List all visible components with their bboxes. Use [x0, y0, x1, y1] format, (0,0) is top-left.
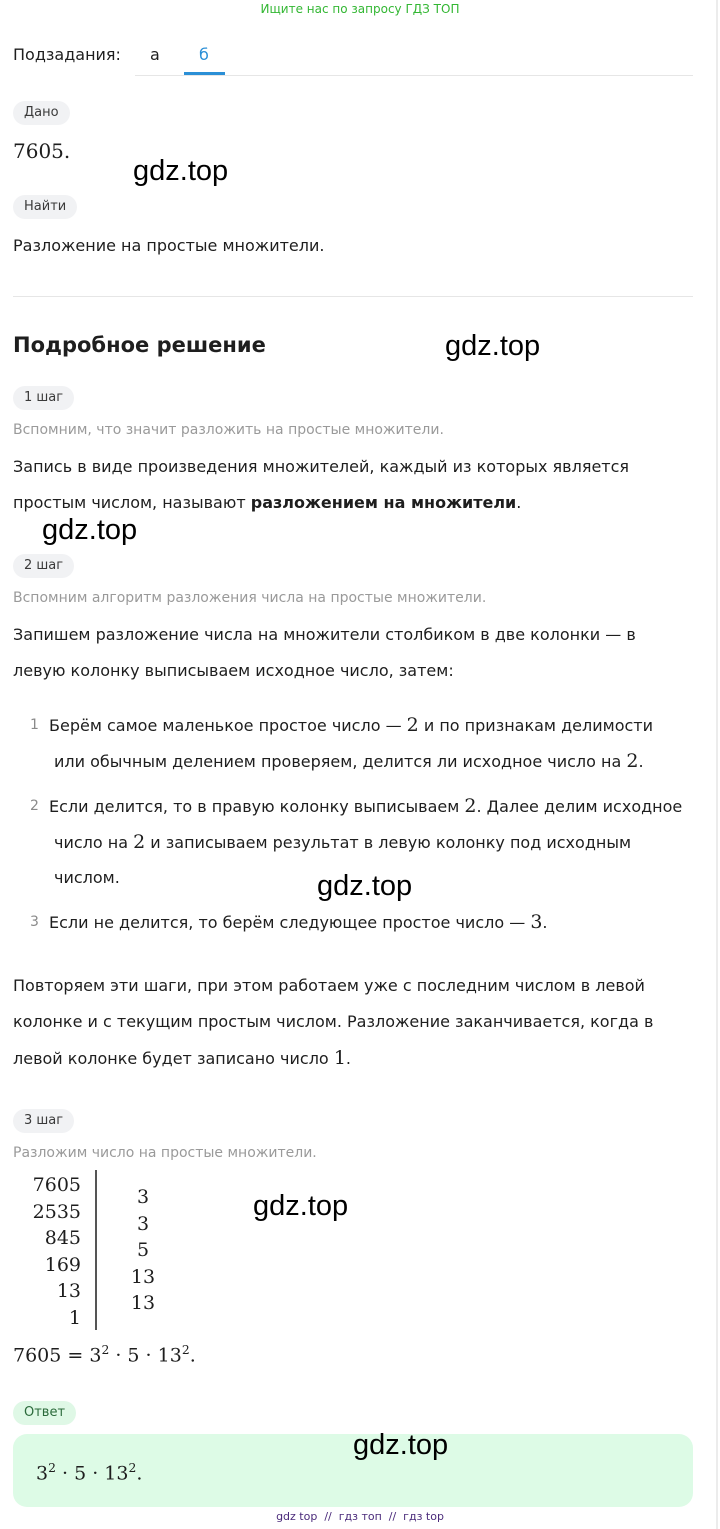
after-line1: Повторяем эти шаги, при этом работаем уже с последним числом в левой	[13, 976, 645, 995]
result-equation: $7605 = 3^2 \cdot 5 \cdot 13^2$.	[13, 1343, 196, 1367]
step2-line2: левую колонку выписываем исходное число, затем:	[13, 661, 454, 680]
footer-links[interactable]: gdz top // гдз топ // гдз top	[276, 1510, 444, 1523]
list-item-1-line1: Берём самое маленькое простое число — 2 и по признакам делимости	[49, 714, 653, 736]
solution-title: Подробное решение	[13, 333, 266, 357]
section-divider	[13, 296, 693, 297]
left-number: 845	[44, 1227, 81, 1249]
factor-right-column	[123, 1184, 163, 1317]
step1-line1: Запись в виде произведения множителей, каждый из которых является	[13, 457, 630, 476]
list-item-2-line3: числом.	[54, 868, 120, 887]
left-number: 13	[56, 1280, 81, 1302]
list-item-2-line1: Если делится, то в правую колонку выписываем 2. Далее делим исходное	[49, 795, 683, 817]
watermark: gdz.top	[445, 330, 541, 362]
column-separator	[95, 1170, 97, 1330]
right-number: 13	[130, 1292, 156, 1314]
step1-line2: простым числом, называют разложением на множители.	[13, 493, 522, 512]
list-item-3-line1: Если не делится, то берём следующее простое число — 3.	[49, 911, 548, 933]
scrollbar-track[interactable]	[716, 0, 718, 1529]
subtasks-label: Подзадания:	[13, 45, 121, 64]
right-number: 3	[136, 1212, 150, 1235]
active-tab-indicator	[184, 72, 225, 75]
left-number: 1	[68, 1306, 81, 1329]
step1-pill: 1 шаг	[13, 386, 74, 410]
tabs-divider	[135, 75, 693, 76]
tab-a[interactable]: а	[150, 45, 160, 64]
left-number: 169	[44, 1253, 81, 1276]
step1-hint: Вспомним, что значит разложить на простые множители.	[13, 422, 444, 438]
find-text: Разложение на простые множители.	[13, 236, 325, 255]
right-number: 3	[136, 1186, 150, 1208]
watermark: gdz.top	[353, 1429, 449, 1461]
watermark: gdz.top	[42, 514, 138, 546]
after-line3: левой колонке будет записано число 1.	[13, 1047, 351, 1069]
step3-pill: 3 шаг	[13, 1109, 74, 1133]
right-number: 5	[136, 1239, 150, 1261]
term-bold: разложением на множители	[250, 493, 517, 512]
list-item-2-line2: число на 2 и записываем результат в левую колонку под исходным	[54, 831, 632, 853]
after-line2: колонке и с текущим простым числом. Разложение заканчивается, когда в	[13, 1012, 654, 1031]
watermark: gdz.top	[253, 1190, 349, 1222]
answer-pill: Ответ	[13, 1401, 76, 1425]
answer-value: $3^2 \cdot 5 \cdot 13^2$.	[36, 1461, 143, 1485]
search-banner: Ищите нас по запросу ГДЗ ТОП	[260, 2, 460, 16]
list-number: 2	[30, 798, 39, 814]
watermark: gdz.top	[133, 155, 229, 187]
factor-left-column	[11, 1172, 81, 1331]
find-pill: Найти	[13, 195, 77, 219]
list-number: 1	[30, 717, 39, 733]
step2-line1: Запишем разложение числа на множители столбиком в две колонки — в	[13, 625, 636, 644]
watermark: gdz.top	[317, 870, 413, 902]
step3-hint: Разложим число на простые множители.	[13, 1145, 317, 1161]
list-number: 3	[30, 914, 39, 930]
given-pill: Дано	[13, 101, 70, 125]
left-number: 2535	[32, 1200, 81, 1223]
step2-hint: Вспомним алгоритм разложения числа на простые множители.	[13, 590, 487, 606]
tab-b[interactable]: б	[199, 45, 209, 64]
left-number: 7605	[32, 1174, 81, 1196]
step2-pill: 2 шаг	[13, 554, 74, 578]
right-number: 13	[130, 1265, 156, 1288]
list-item-1-line2: или обычным делением проверяем, делится ли исходное число на 2.	[54, 750, 644, 772]
given-value: 7605.	[13, 139, 71, 163]
